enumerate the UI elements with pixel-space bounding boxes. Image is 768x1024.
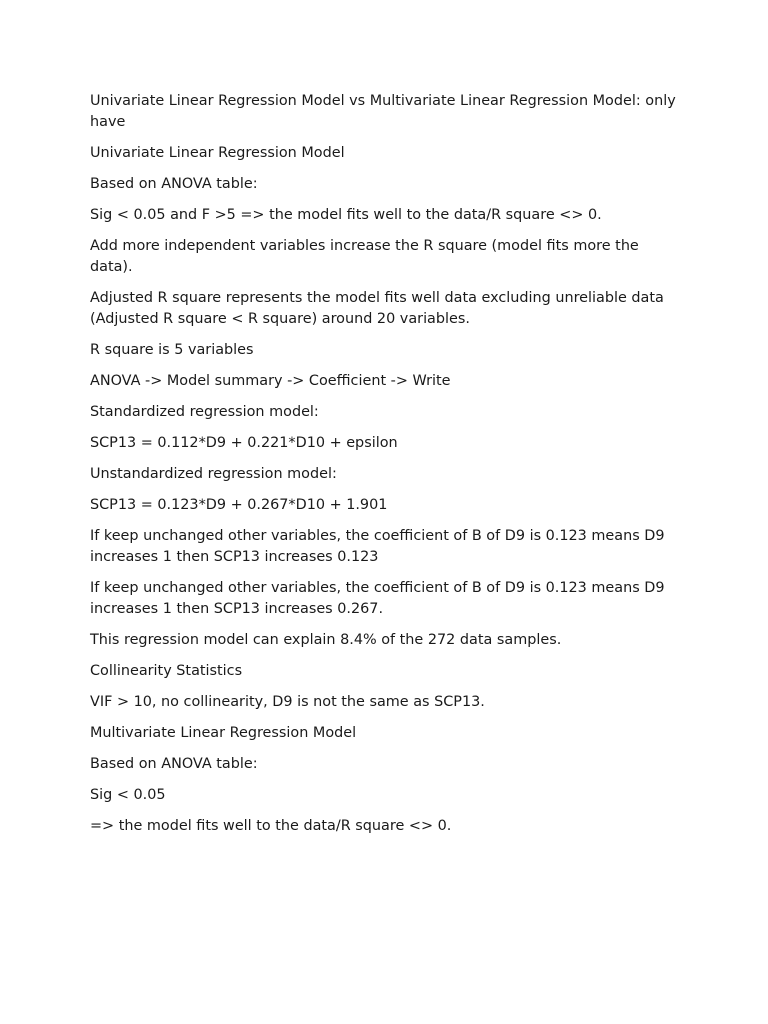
section-heading: Multivariate Linear Regression Model (90, 725, 357, 741)
paragraph: If keep unchanged other variables, the coefficient of B of D9 is 0.123 means D9 increases 1 then SCP13 increases 0.267. (90, 580, 665, 617)
paragraph: VIF > 10, no collinearity, D9 is not the same as SCP13. (90, 694, 485, 710)
paragraph: R square is 5 variables (90, 342, 254, 358)
paragraph: Sig < 0.05 (90, 787, 166, 803)
paragraph: Unstandardized regression model: (90, 466, 337, 482)
paragraph: Based on ANOVA table: (90, 176, 258, 192)
paragraph: Add more independent variables increase the R square (model fits more the data). (90, 238, 639, 275)
equation: SCP13 = 0.123*D9 + 0.267*D10 + 1.901 (90, 497, 388, 513)
paragraph: Standardized regression model: (90, 404, 319, 420)
paragraph: Univariate Linear Regression Model vs Multivariate Linear Regression Model: only have (90, 93, 676, 130)
paragraph: => the model fits well to the data/R square <> 0. (90, 818, 452, 834)
paragraph: If keep unchanged other variables, the coefficient of B of D9 is 0.123 means D9 increases 1 then SCP13 increases 0.123 (90, 528, 665, 565)
paragraph: This regression model can explain 8.4% of the 272 data samples. (90, 632, 562, 648)
paragraph: ANOVA -> Model summary -> Coefficient -> Write (90, 373, 451, 389)
section-heading: Univariate Linear Regression Model (90, 145, 345, 161)
paragraph: Based on ANOVA table: (90, 756, 258, 772)
paragraph: Sig < 0.05 and F >5 => the model fits well to the data/R square <> 0. (90, 207, 602, 223)
section-heading: Collinearity Statistics (90, 663, 243, 679)
document-body (90, 91, 680, 847)
equation: SCP13 = 0.112*D9 + 0.221*D10 + epsilon (90, 435, 398, 451)
paragraph: Adjusted R square represents the model fits well data excluding unreliable data (Adjusted R square < R square) around 20 variables. (90, 290, 664, 327)
